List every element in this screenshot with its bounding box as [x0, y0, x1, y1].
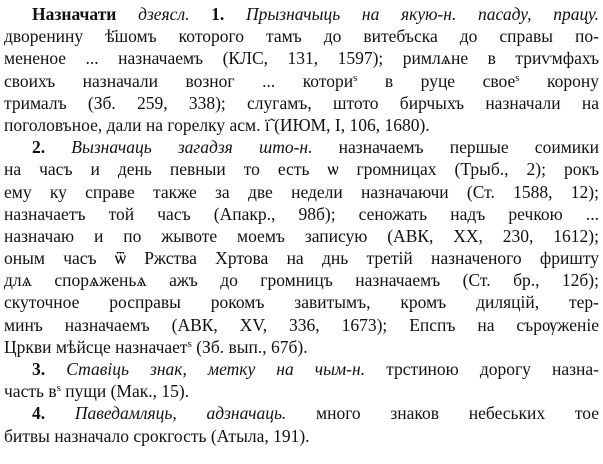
text-line [4, 314, 599, 336]
sense-number: 2. [32, 137, 46, 158]
citation-text: поголовъное, дали на горелку асм. ї̃ (ИЮМ, I, 106, 1680). [4, 114, 430, 135]
citation-text: часть в [4, 381, 57, 402]
text-line [4, 136, 599, 158]
text-line [4, 158, 599, 180]
superscript-mark: s [515, 71, 520, 84]
text-line [4, 70, 599, 92]
text-line [4, 358, 599, 380]
citation-text: много знаков небеських тое [286, 403, 599, 424]
citation-text: Цркви мѣйсце назначает [4, 336, 188, 357]
citation-text: (Зб. вып., 67б). [191, 336, 308, 357]
citation-text: назначаемъ першые соимики [312, 137, 599, 158]
citation-text: мененое ... назначаемъ (КЛС, 131, 1597); римлѧне в триѵмфахъ [4, 48, 599, 69]
superscript-mark: s [353, 71, 358, 84]
citation-text: дворенину ѣ҃шомъ которого тамъ до витебъска до справы по- [4, 26, 599, 47]
sense-number: 4. [32, 403, 46, 424]
citation-text: битвы назначало срокгость (Атыла, 191). [4, 425, 310, 446]
definition: Вызначаць загадзя што-н. [71, 137, 313, 158]
text-line [4, 181, 599, 203]
citation-text: трималъ (Зб. 259, 338); слугамъ, штото бирчыхъ назначали на [4, 92, 599, 113]
sense-2 [4, 136, 599, 358]
sense-3 [4, 358, 599, 402]
text-line [4, 336, 599, 358]
grammar-label: дзеясл. [138, 4, 190, 24]
text-line [4, 25, 599, 47]
sense-4 [4, 402, 599, 446]
sense-number: 3. [32, 359, 46, 379]
headword: Назначати [32, 4, 117, 24]
citation-text: в руце свое [357, 70, 516, 91]
citation-text: длѧ спорѧженьѧ ажъ до громницъ назначаемъ (Ст. бр., 12б); [4, 270, 599, 291]
text-line [4, 425, 599, 447]
text-line [4, 114, 599, 136]
text-line [4, 3, 599, 25]
superscript-mark: s [187, 337, 192, 350]
text-line [4, 269, 599, 291]
definition: Паведамляць, адзначаць. [74, 403, 287, 424]
text-line [4, 225, 599, 247]
text-line [4, 291, 599, 313]
text-line [4, 47, 599, 69]
citation-text: корону [519, 70, 599, 91]
text-line [4, 203, 599, 225]
citation-text: оным часъ ѿ Ржства Хртова на днь третій назначеного фришту [4, 248, 599, 269]
citation-text: на часъ и день певныи то есть ѡ громницах (Трыб., 2); рокъ [4, 159, 599, 180]
citation-text: трстиною дорогу назна- [365, 359, 599, 379]
citation-text: назначаю и по жывоте моемъ записую (АВК, XX, 230, 1612); [4, 225, 599, 246]
text-line [4, 247, 599, 269]
citation-text: своихъ назначали возног ... котори [4, 70, 354, 91]
text-line [4, 92, 599, 114]
text-line [4, 402, 599, 424]
citation-text: скуточное росправы рокомъ завитымъ, кромъ диляцій, тер- [4, 292, 599, 313]
definition: Прызначыць на якую-н. пасаду, працу. [246, 4, 599, 24]
sense-1 [4, 3, 599, 136]
sense-number: 1. [211, 4, 225, 24]
citation-text: минъ назначаемъ (АВК, XV, 336, 1673); Епспъ на сърѹженіе [4, 314, 599, 335]
definition: Ставіць знак, метку на чым-н. [66, 359, 366, 379]
citation-text: пущи (Мак., 15). [60, 381, 190, 402]
citation-text: ему ку справе также за две недели назначаючи (Ст. 1588, 12); [4, 181, 599, 202]
superscript-mark: s [56, 382, 61, 395]
text-line [4, 380, 599, 402]
citation-text: назначаетъ той часъ (Апакр., 98б); сеножать надъ речкою ... [4, 203, 599, 224]
